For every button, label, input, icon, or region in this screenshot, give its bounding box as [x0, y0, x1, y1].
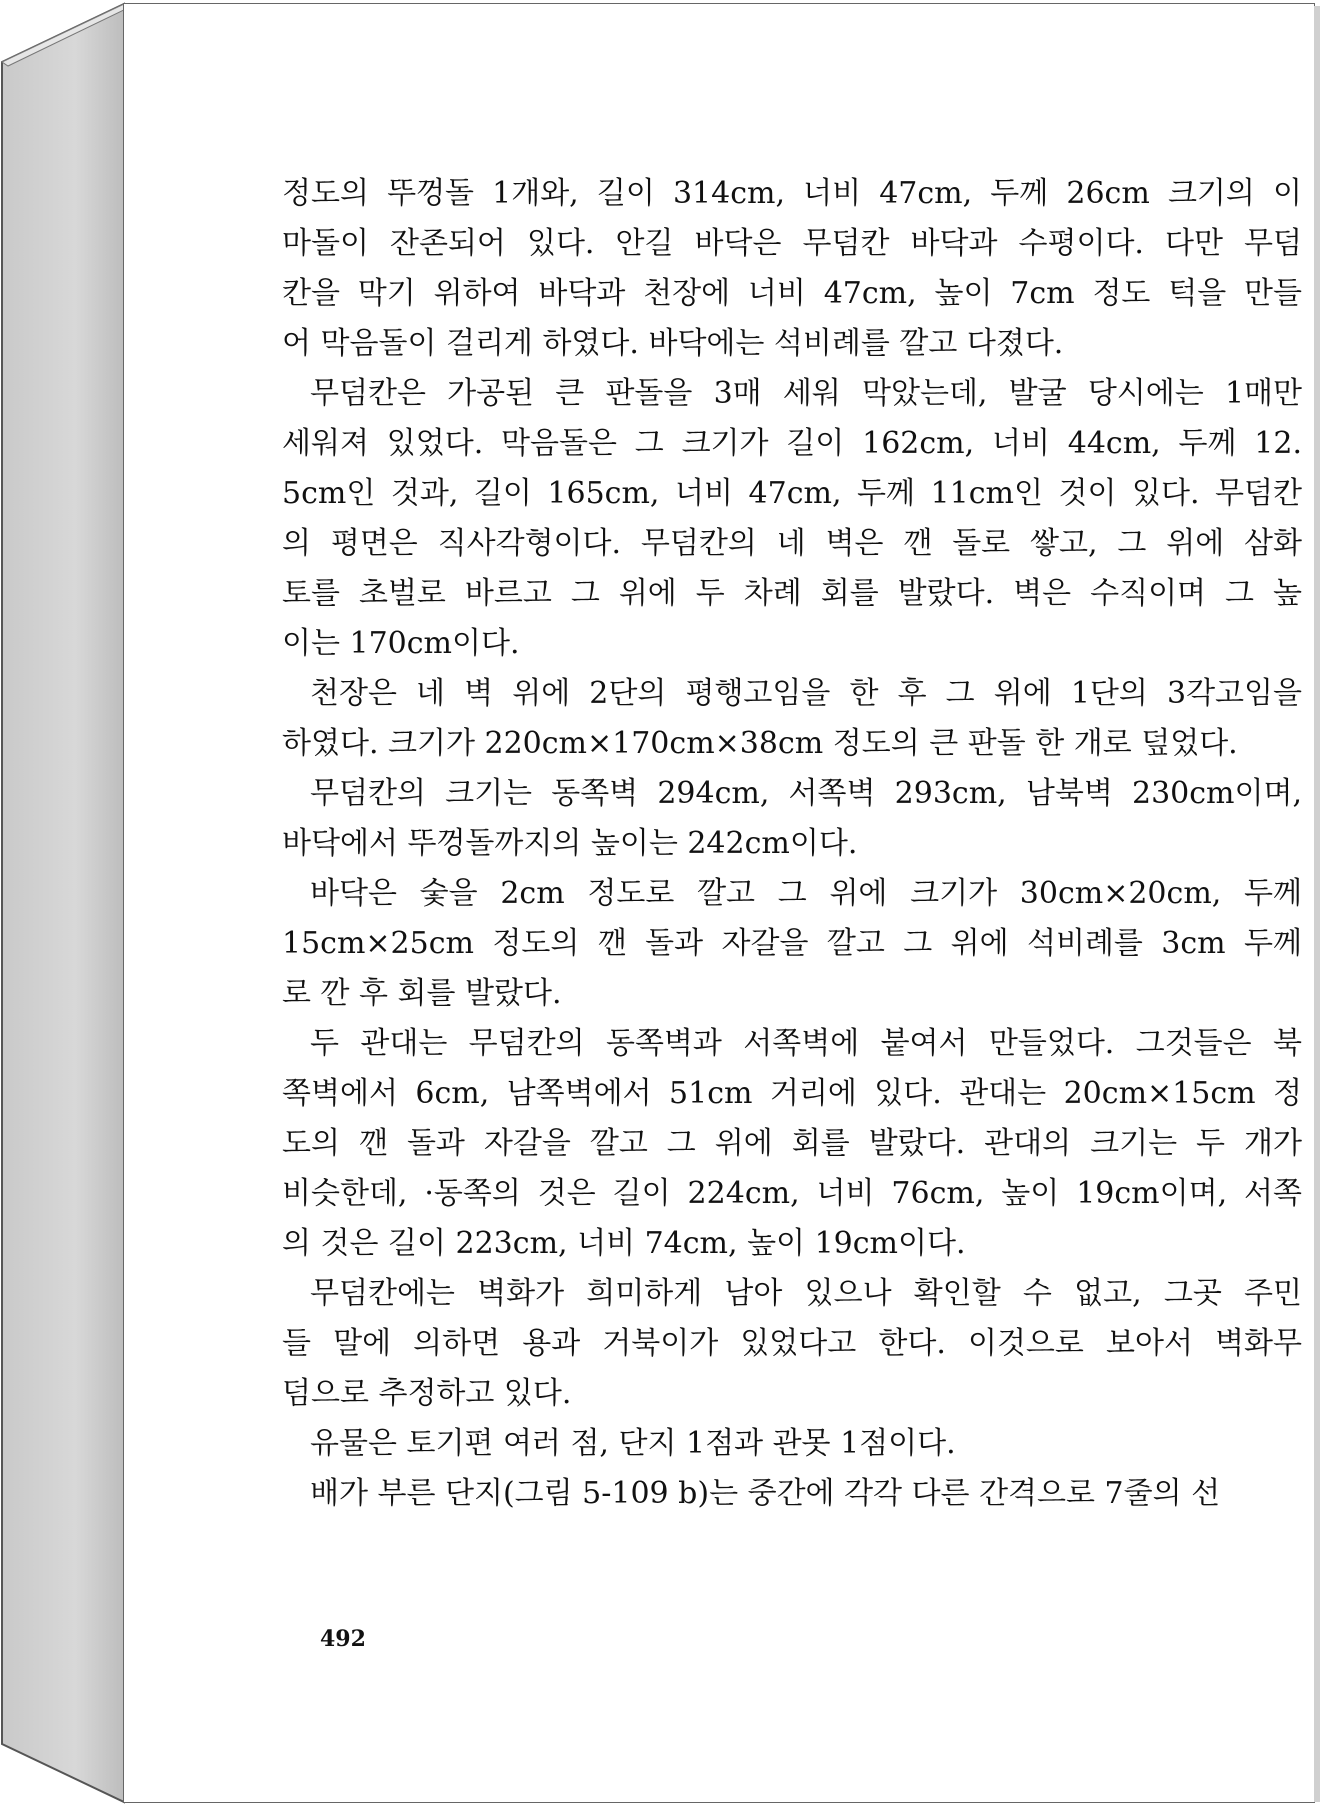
text-line: 덤으로 추정하고 있다. — [282, 1376, 572, 1411]
text-line: 바닥은 숯을 2cm 정도로 깔고 그 위에 크기가 30cm×20cm, 두께 — [310, 876, 1302, 911]
text-line: 정도의 뚜껑돌 1개와, 길이 314cm, 너비 47cm, 두께 26cm 크기의 이 — [282, 176, 1302, 211]
paragraph — [282, 1269, 1302, 1419]
text-line: 무덤칸에는 벽화가 희미하게 남아 있으나 확인할 수 없고, 그곳 주민 — [310, 1276, 1302, 1311]
text-line: 천장은 네 벽 위에 2단의 평행고임을 한 후 그 위에 1단의 3각고임을 — [310, 676, 1302, 711]
text-line: 칸을 막기 위하여 바닥과 천장에 너비 47cm, 높이 7cm 정도 턱을 만들 — [282, 276, 1302, 311]
text-line: 바닥에서 뚜껑돌까지의 높이는 242cm이다. — [282, 826, 858, 861]
text-line: 비슷한데, ·동쪽의 것은 길이 224cm, 너비 76cm, 높이 19cm이며, 서쪽 — [282, 1176, 1302, 1211]
text-line: 들 말에 의하면 용과 거북이가 있었다고 한다. 이것으로 보아서 벽화무 — [282, 1326, 1302, 1361]
paragraph — [282, 169, 1302, 369]
text-line: 로 깐 후 회를 발랐다. — [282, 976, 562, 1011]
text-line: 두 관대는 무덤칸의 동쪽벽과 서쪽벽에 붙여서 만들었다. 그것들은 북 — [310, 1026, 1302, 1061]
paragraph — [282, 769, 1302, 869]
text-line: 세워져 있었다. 막음돌은 그 크기가 길이 162cm, 너비 44cm, 두께 12. — [282, 426, 1302, 461]
paragraph — [282, 669, 1302, 769]
book-spine — [2, 4, 124, 1802]
text-line: 이는 170cm이다. — [282, 626, 520, 661]
text-line: 무덤칸의 크기는 동쪽벽 294cm, 서쪽벽 293cm, 남북벽 230cm이며, — [310, 776, 1302, 811]
page-body-text — [282, 169, 1302, 1519]
paragraph — [282, 1419, 1302, 1469]
text-line: 도의 깬 돌과 자갈을 깔고 그 위에 회를 발랐다. 관대의 크기는 두 개가 — [282, 1126, 1302, 1161]
paragraph — [282, 869, 1302, 1019]
text-line: 의 평면은 직사각형이다. 무덤칸의 네 벽은 깬 돌로 쌓고, 그 위에 삼화 — [282, 526, 1302, 561]
paragraph — [282, 369, 1302, 669]
paragraph — [282, 1019, 1302, 1269]
text-line: 쪽벽에서 6cm, 남쪽벽에서 51cm 거리에 있다. 관대는 20cm×15cm 정 — [282, 1076, 1302, 1111]
text-line: 하였다. 크기가 220cm×170cm×38cm 정도의 큰 판돌 한 개로 덮었다. — [282, 726, 1238, 761]
text-line: 토를 초벌로 바르고 그 위에 두 차례 회를 발랐다. 벽은 수직이며 그 높 — [282, 576, 1302, 611]
text-line: 5cm인 것과, 길이 165cm, 너비 47cm, 두께 11cm인 것이 있다. 무덤칸 — [282, 476, 1302, 511]
text-line: 무덤칸은 가공된 큰 판돌을 3매 세워 막았는데, 발굴 당시에는 1매만 — [310, 376, 1302, 411]
text-line: 유물은 토기편 여러 점, 단지 1점과 관못 1점이다. — [310, 1426, 956, 1461]
text-line: 의 것은 길이 223cm, 너비 74cm, 높이 19cm이다. — [282, 1226, 966, 1261]
page — [124, 4, 1314, 1802]
page-number: 492 — [320, 1626, 366, 1652]
text-line: 15cm×25cm 정도의 깬 돌과 자갈을 깔고 그 위에 석비례를 3cm 두께 — [282, 926, 1302, 961]
text-line: 배가 부른 단지(그림 5-109 b)는 중간에 각각 다른 간격으로 7줄의 선 — [310, 1476, 1221, 1511]
text-line: 어 막음돌이 걸리게 하였다. 바닥에는 석비례를 깔고 다졌다. — [282, 326, 1064, 361]
paragraph — [282, 1469, 1302, 1519]
text-line: 마돌이 잔존되어 있다. 안길 바닥은 무덤칸 바닥과 수평이다. 다만 무덤 — [282, 226, 1302, 261]
